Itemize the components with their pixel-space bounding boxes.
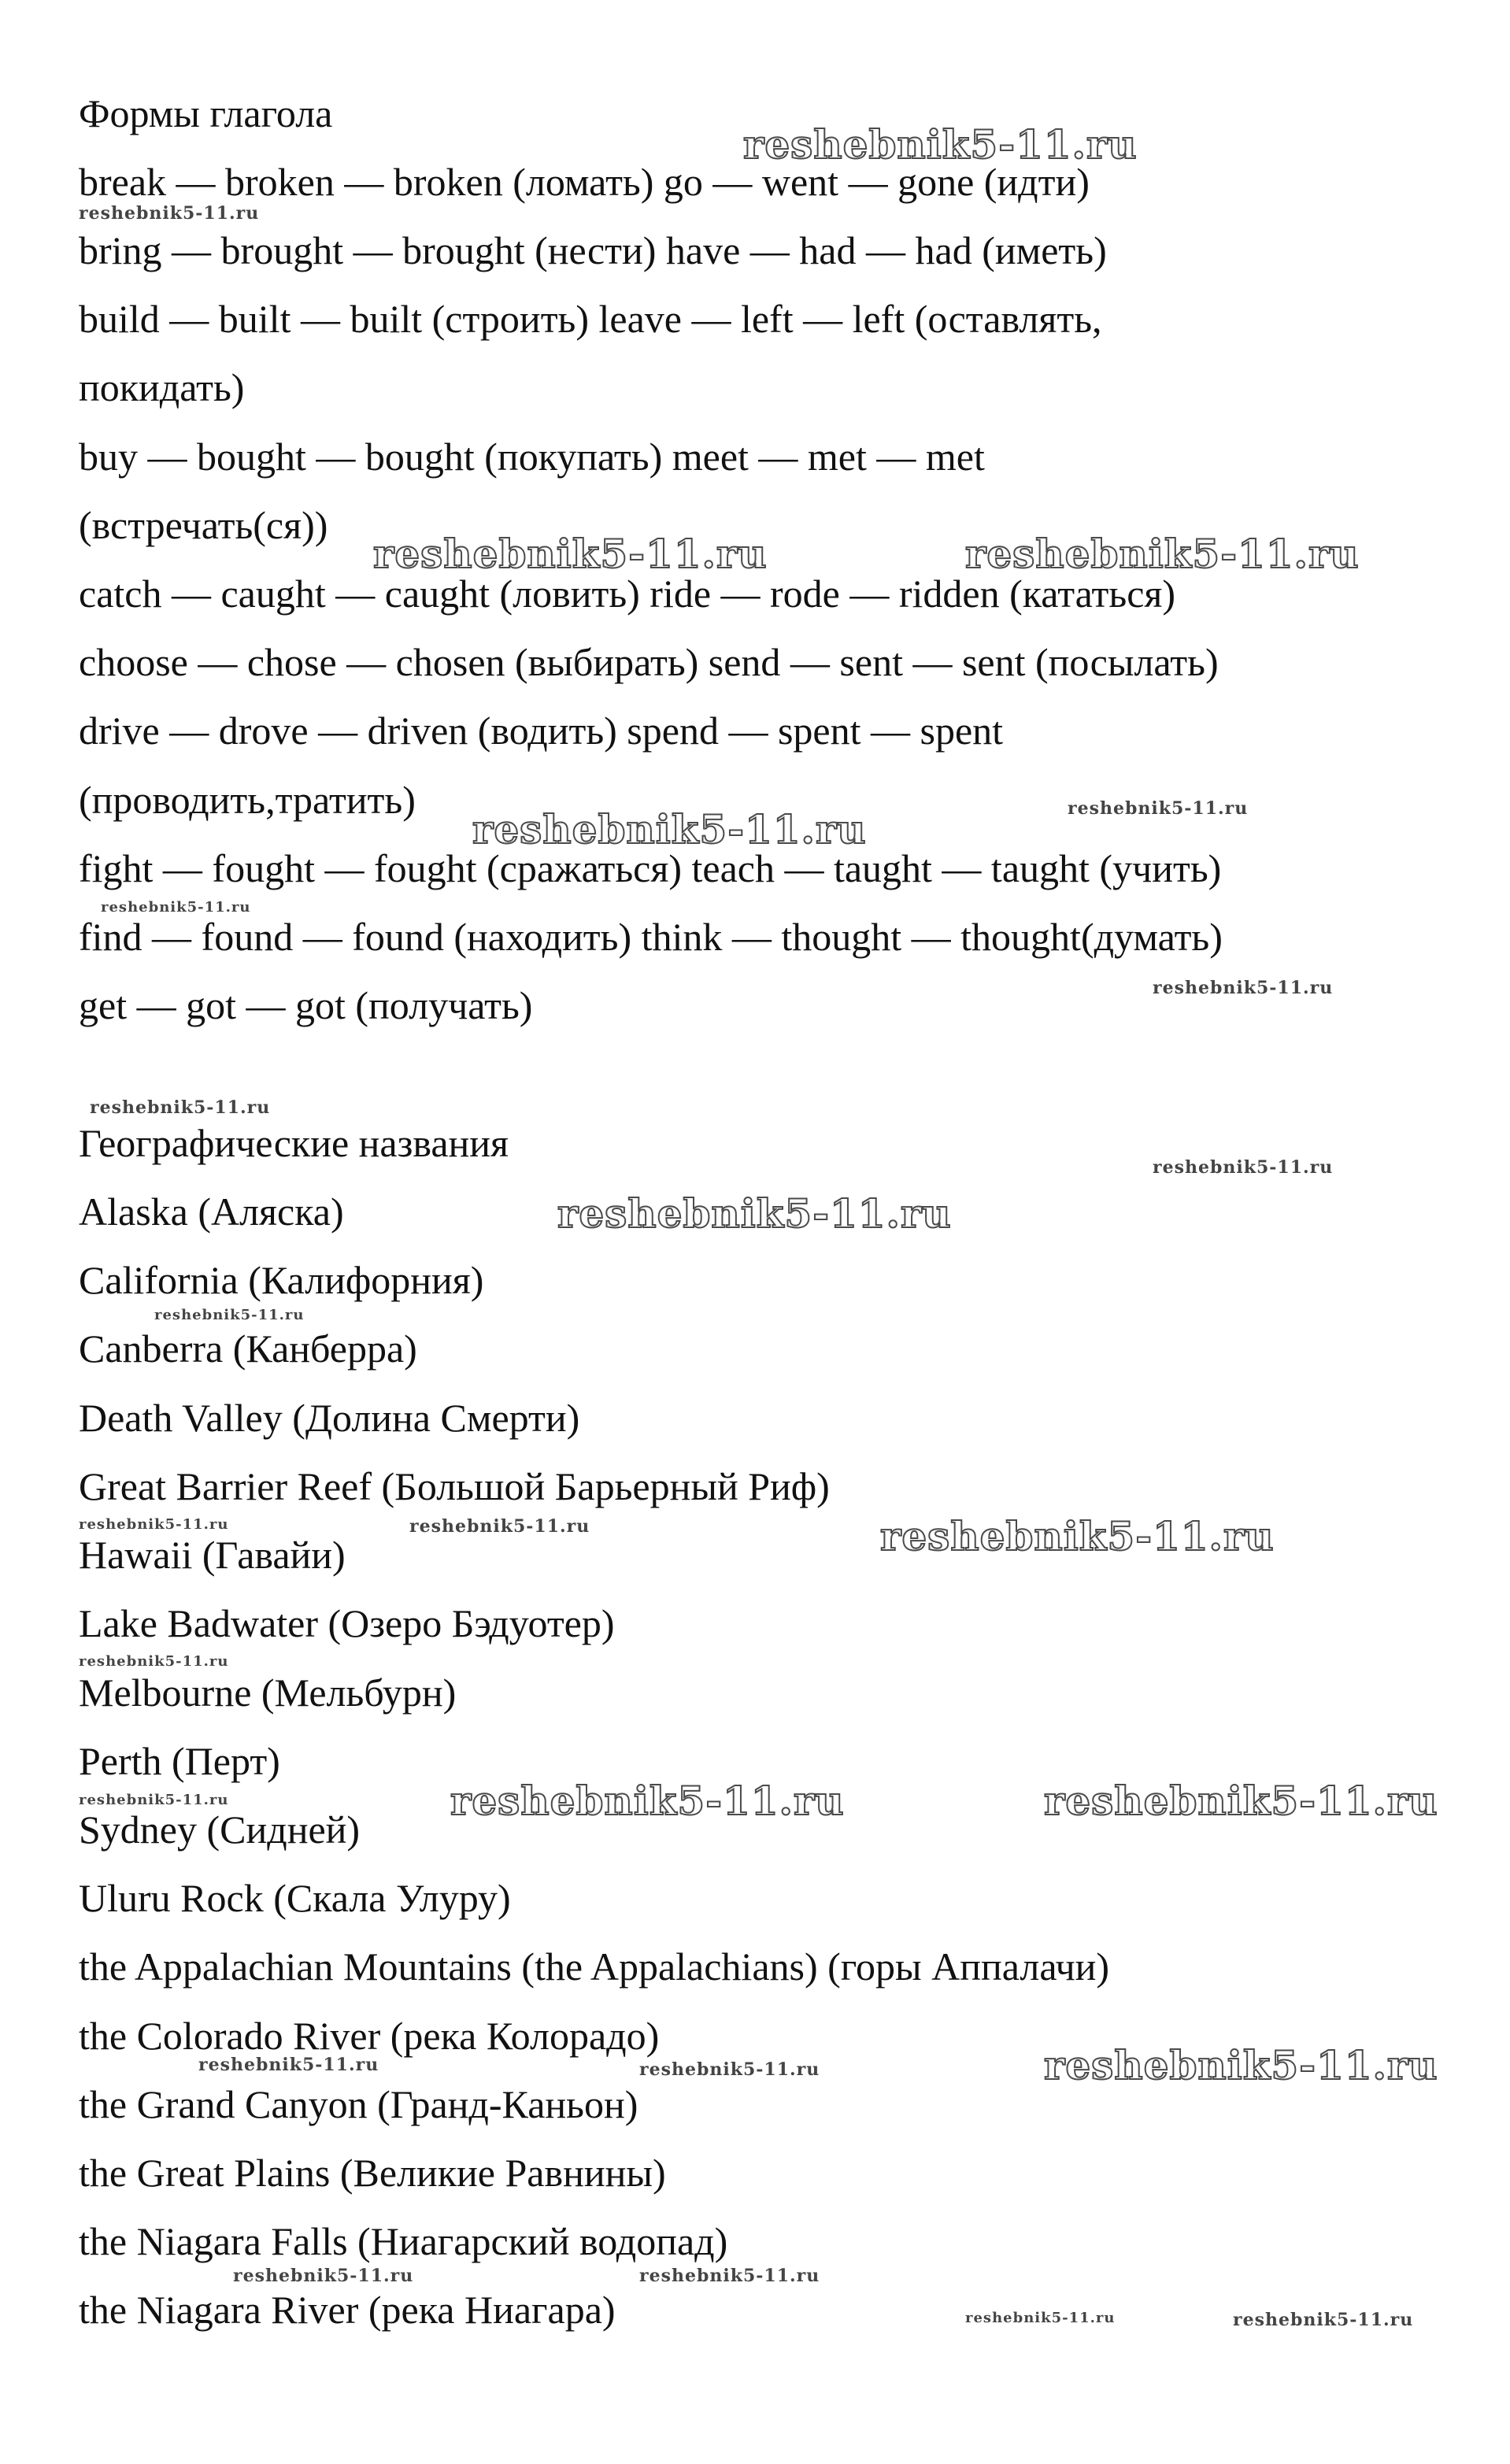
watermark: reshebnik5-11.ru — [450, 1778, 845, 1824]
geo-line: Sydney (Сидней) — [79, 1807, 361, 1852]
verb-line: choose — chose — chosen (выбирать) send — sent — sent (посылать) — [79, 640, 1219, 684]
watermark: reshebnik5-11.ru — [79, 1516, 229, 1533]
verb-line: build — built — built (строить) leave — left — left (оставлять, — [79, 297, 1102, 341]
verb-line: bring — brought — brought (нести) have — had — had (иметь) — [79, 228, 1107, 272]
verb-line: get — got — got (получать) — [79, 983, 533, 1027]
watermark: reshebnik5-11.ru — [472, 806, 867, 853]
geo-line: Hawaii (Гавайи) — [79, 1533, 346, 1577]
geo-line: the Appalachian Mountains (the Appalachians) (горы Аппалачи) — [79, 1944, 1110, 1989]
verb-line: fight — fought — fought (сражаться) teach — taught — taught (учить) — [79, 846, 1222, 890]
watermark: reshebnik5-11.ru — [101, 899, 251, 916]
watermark: reshebnik5-11.ru — [965, 531, 1360, 577]
watermark: reshebnik5-11.ru — [79, 203, 260, 224]
watermark: reshebnik5-11.ru — [79, 1792, 229, 1808]
watermark: reshebnik5-11.ru — [233, 2266, 414, 2286]
geo-line: Lake Badwater (Озеро Бэдуотер) — [79, 1601, 615, 1645]
geo-line: Perth (Перт) — [79, 1739, 280, 1783]
geo-line: the Colorado River (река Колорадо) — [79, 2014, 660, 2058]
watermark: reshebnik5-11.ru — [1068, 798, 1249, 819]
watermark: reshebnik5-11.ru — [965, 2310, 1116, 2326]
watermark: reshebnik5-11.ru — [1044, 2042, 1438, 2088]
watermark: reshebnik5-11.ru — [1153, 1157, 1334, 1178]
geo-line: the Niagara Falls (Ниагарский водопад) — [79, 2219, 728, 2263]
geo-line: Canberra (Канберра) — [79, 1326, 417, 1371]
watermark: reshebnik5-11.ru — [90, 1097, 271, 1118]
geo-line: Alaska (Аляска) — [79, 1189, 344, 1234]
watermark: reshebnik5-11.ru — [1044, 1778, 1438, 1824]
watermark: reshebnik5-11.ru — [198, 2055, 379, 2075]
verb-line: break — broken — broken (ломать) go — went — gone (идти) — [79, 160, 1090, 204]
watermark: reshebnik5-11.ru — [154, 1307, 305, 1323]
watermark: reshebnik5-11.ru — [557, 1190, 952, 1237]
watermark: reshebnik5-11.ru — [1153, 978, 1334, 998]
watermark: reshebnik5-11.ru — [639, 2059, 820, 2080]
geo-line: Melbourne (Мельбурн) — [79, 1670, 457, 1715]
geo-line: the Grand Canyon (Гранд-Каньон) — [79, 2082, 638, 2126]
geo-line: the Niagara River (река Ниагара) — [79, 2288, 616, 2332]
verb-line: (встречать(ся)) — [79, 503, 328, 547]
watermark: reshebnik5-11.ru — [409, 1516, 590, 1537]
geo-line: Great Barrier Reef (Большой Барьерный Риф) — [79, 1464, 830, 1508]
verb-line: buy — bought — bought (покупать) meet — met — met — [79, 435, 985, 479]
verb-forms-heading: Формы глагола — [79, 91, 333, 135]
watermark: reshebnik5-11.ru — [743, 121, 1138, 168]
geo-line: California (Калифорния) — [79, 1258, 484, 1302]
geo-line: the Great Plains (Великие Равнины) — [79, 2151, 666, 2195]
watermark: reshebnik5-11.ru — [1233, 2310, 1414, 2330]
verb-line: drive — drove — driven (водить) spend — spent — spent — [79, 708, 1004, 753]
verb-line: покидать) — [79, 365, 245, 409]
watermark: reshebnik5-11.ru — [639, 2266, 820, 2286]
watermark: reshebnik5-11.ru — [880, 1513, 1275, 1559]
geo-names-heading: Географические названия — [79, 1121, 509, 1165]
verb-line: (проводить,тратить) — [79, 778, 416, 822]
verb-line: catch — caught — caught (ловить) ride — rode — ridden (кататься) — [79, 572, 1176, 616]
geo-line: Uluru Rock (Скала Улуру) — [79, 1876, 511, 1920]
geo-line: Death Valley (Долина Смерти) — [79, 1396, 580, 1440]
verb-line: find — found — found (находить) think — thought — thought(думать) — [79, 915, 1223, 959]
watermark: reshebnik5-11.ru — [373, 531, 768, 577]
watermark: reshebnik5-11.ru — [79, 1653, 229, 1670]
